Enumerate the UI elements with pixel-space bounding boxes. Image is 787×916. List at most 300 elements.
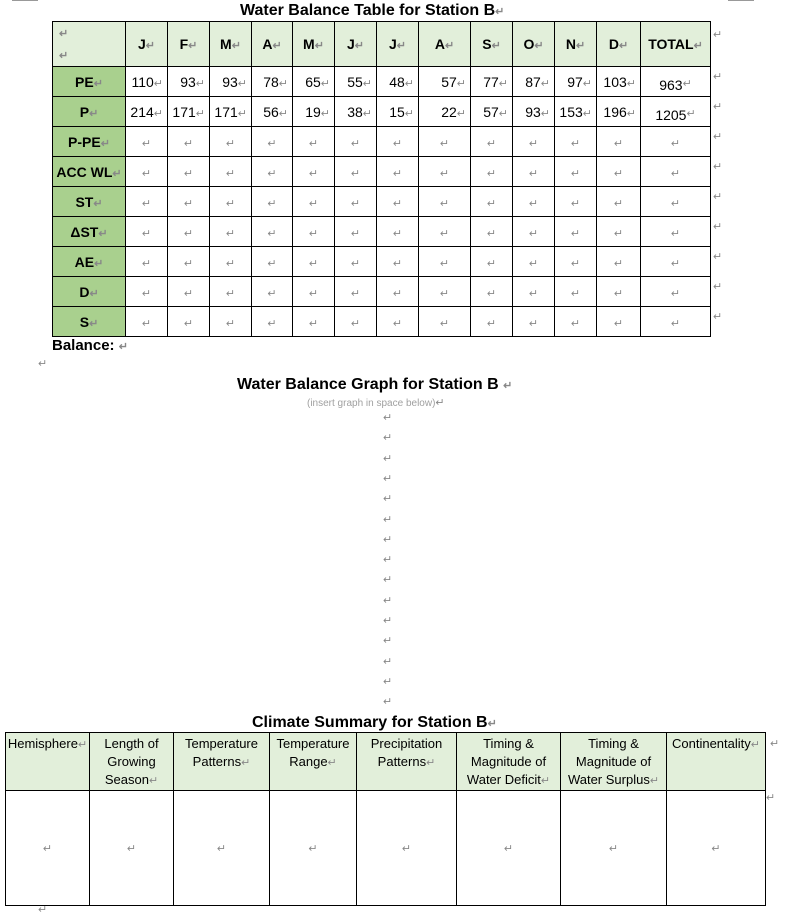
- paragraph-mark: ↵: [320, 107, 330, 120]
- table-cell[interactable]: [555, 247, 597, 277]
- table-row: [53, 247, 711, 277]
- paragraph-mark: ↵: [670, 227, 681, 240]
- table-cell[interactable]: [513, 157, 555, 187]
- paragraph-mark: ↵: [649, 775, 660, 787]
- paragraph-mark: ↵: [231, 40, 241, 52]
- table-cell[interactable]: [555, 127, 597, 157]
- table-cell[interactable]: [419, 307, 471, 337]
- total-cell[interactable]: [641, 307, 711, 337]
- table-cell[interactable]: [513, 67, 555, 97]
- summary-header-label: Temperature Range: [276, 736, 350, 769]
- paragraph-mark: ↵: [183, 287, 194, 300]
- paragraph-mark: ↵: [439, 227, 450, 240]
- month-header: [210, 22, 252, 67]
- summary-cell[interactable]: [90, 791, 174, 906]
- table-cell[interactable]: [126, 247, 168, 277]
- table-row: [53, 277, 711, 307]
- paragraph-mark: ↵: [350, 287, 361, 300]
- table-cell[interactable]: [252, 217, 293, 247]
- paragraph-mark: ↵: [711, 843, 721, 855]
- paragraph-mark: ↵: [383, 493, 393, 506]
- paragraph-mark: ↵: [183, 227, 194, 240]
- summary-cell[interactable]: [174, 791, 270, 906]
- paragraph-mark: ↵: [713, 101, 723, 113]
- month-label: F: [179, 36, 189, 52]
- paragraph-mark: ↵: [216, 843, 227, 855]
- paragraph-mark: ↵: [308, 257, 319, 270]
- table-cell[interactable]: [513, 217, 555, 247]
- table-cell[interactable]: [513, 277, 555, 307]
- paragraph-mark: ↵: [362, 77, 372, 90]
- table-cell[interactable]: [168, 97, 210, 127]
- table-cell[interactable]: [597, 157, 641, 187]
- table-cell[interactable]: [210, 307, 252, 337]
- paragraph-mark: ↵: [126, 843, 137, 855]
- paragraph-mark: ↵: [320, 77, 330, 90]
- table-cell[interactable]: [293, 157, 335, 187]
- row-header: [53, 127, 126, 157]
- top-rule-right: [728, 0, 754, 1]
- paragraph-mark: ↵: [570, 257, 581, 270]
- table-row: [53, 307, 711, 337]
- table-cell[interactable]: [293, 247, 335, 277]
- table-cell[interactable]: [293, 127, 335, 157]
- paragraph-mark: ↵: [77, 739, 88, 751]
- table-cell[interactable]: [471, 307, 513, 337]
- paragraph-mark: ↵: [766, 792, 776, 804]
- table-cell[interactable]: [168, 307, 210, 337]
- table-cell[interactable]: [168, 247, 210, 277]
- row-header: [53, 217, 126, 247]
- cell-value: 214: [130, 103, 154, 120]
- table-cell[interactable]: [168, 187, 210, 217]
- month-label: J: [137, 36, 146, 52]
- table-cell[interactable]: [597, 127, 641, 157]
- total-cell[interactable]: [641, 127, 711, 157]
- month-header: [126, 22, 168, 67]
- cell-value: 57: [441, 73, 457, 90]
- paragraph-mark: ↵: [267, 197, 277, 210]
- paragraph-mark: ↵: [486, 287, 497, 300]
- table-cell[interactable]: [555, 217, 597, 247]
- summary-cell[interactable]: [357, 791, 457, 906]
- paragraph-mark: ↵: [383, 472, 393, 485]
- table-cell[interactable]: [377, 67, 419, 97]
- table-cell[interactable]: [126, 217, 168, 247]
- paragraph-mark: ↵: [383, 615, 393, 627]
- table-cell[interactable]: [126, 127, 168, 157]
- total-cell[interactable]: [641, 157, 711, 187]
- table-cell[interactable]: [168, 157, 210, 187]
- paragraph-mark: ↵: [626, 77, 636, 90]
- table-cell[interactable]: [377, 157, 419, 187]
- table-cell[interactable]: [419, 217, 471, 247]
- table-cell[interactable]: [210, 247, 252, 277]
- month-header: [252, 22, 293, 67]
- table-cell[interactable]: [471, 97, 513, 127]
- table-cell[interactable]: [419, 97, 471, 127]
- table-cell[interactable]: [293, 277, 335, 307]
- table-cell[interactable]: [335, 277, 377, 307]
- paragraph-mark: ↵: [770, 738, 780, 750]
- paragraph-mark: ↵: [486, 227, 497, 240]
- table-cell[interactable]: [293, 307, 335, 337]
- summary-cell[interactable]: [457, 791, 561, 906]
- paragraph-mark: ↵: [570, 167, 581, 180]
- paragraph-mark: ↵: [383, 635, 393, 648]
- paragraph-mark: ↵: [383, 655, 393, 668]
- paragraph-mark: ↵: [613, 257, 624, 270]
- table-cell[interactable]: [168, 217, 210, 247]
- paragraph-mark: ↵: [570, 137, 581, 150]
- paragraph-mark: ↵: [439, 317, 450, 330]
- summary-header: [90, 733, 174, 791]
- graph-instruction: (insert graph in space below)↵: [307, 397, 445, 409]
- summary-cell[interactable]: [667, 791, 766, 906]
- table-cell[interactable]: [335, 247, 377, 277]
- table-cell[interactable]: [126, 187, 168, 217]
- cell-value: 171: [214, 103, 238, 120]
- row-label: S: [79, 313, 90, 330]
- cell-value: 65: [305, 73, 321, 90]
- table-cell[interactable]: [210, 217, 252, 247]
- cell-value: 78: [263, 73, 279, 90]
- table-cell[interactable]: [210, 67, 252, 97]
- paragraph-mark: ↵: [570, 317, 581, 330]
- row-label: ACC WL: [56, 163, 113, 180]
- table-cell[interactable]: [335, 307, 377, 337]
- paragraph-mark: ↵: [183, 167, 194, 180]
- table-cell[interactable]: [597, 277, 641, 307]
- paragraph-mark: ↵: [613, 197, 624, 210]
- paragraph-mark: ↵: [141, 137, 152, 150]
- paragraph-mark: ↵: [713, 29, 723, 41]
- table-cell[interactable]: [252, 67, 293, 97]
- paragraph-mark: ↵: [314, 40, 324, 52]
- summary-header: [6, 733, 90, 791]
- paragraph-mark: ↵: [383, 675, 393, 688]
- paragraph-mark: ↵: [528, 137, 539, 150]
- paragraph-mark: ↵: [618, 40, 629, 52]
- paragraph-mark: ↵: [350, 317, 361, 330]
- paragraph-mark: ↵: [225, 167, 236, 180]
- paragraph-mark: ↵: [93, 197, 103, 210]
- paragraph-mark: ↵: [241, 757, 251, 769]
- paragraph-mark: ↵: [327, 757, 337, 769]
- paragraph-mark: ↵: [528, 287, 539, 300]
- table-cell[interactable]: [597, 247, 641, 277]
- paragraph-mark: ↵: [404, 77, 414, 90]
- table-cell[interactable]: [335, 217, 377, 247]
- paragraph-mark: ↵: [392, 287, 403, 300]
- table-cell[interactable]: [335, 97, 377, 127]
- table-cell[interactable]: [513, 187, 555, 217]
- paragraph-mark: ↵: [626, 107, 636, 120]
- paragraph-mark: ↵: [278, 77, 288, 90]
- summary-header-label: Timing & Magnitude of Water Surplus: [567, 736, 652, 787]
- table-cell[interactable]: [377, 217, 419, 247]
- table-cell[interactable]: [555, 97, 597, 127]
- table-cell[interactable]: [513, 97, 555, 127]
- row-label: P-PE: [68, 133, 101, 150]
- table-cell[interactable]: [555, 187, 597, 217]
- paragraph-mark: ↵: [89, 107, 99, 120]
- table-cell[interactable]: [168, 67, 210, 97]
- table-cell[interactable]: [597, 97, 641, 127]
- summary-cell[interactable]: [6, 791, 90, 906]
- paragraph-mark: ↵: [392, 137, 403, 150]
- paragraph-mark: ↵: [528, 257, 539, 270]
- paragraph-mark: ↵: [94, 257, 104, 270]
- paragraph-mark: ↵: [540, 775, 551, 787]
- paragraph-mark: ↵: [383, 432, 393, 445]
- table-cell[interactable]: [335, 157, 377, 187]
- row-header: [53, 277, 126, 307]
- summary-header: [561, 733, 667, 791]
- paragraph-mark: ↵: [225, 227, 236, 240]
- paragraph-mark: ↵: [439, 287, 450, 300]
- month-header: [293, 22, 335, 67]
- table-cell[interactable]: [293, 67, 335, 97]
- table-cell[interactable]: [555, 157, 597, 187]
- table-cell[interactable]: [377, 277, 419, 307]
- table-cell[interactable]: [513, 247, 555, 277]
- paragraph-mark: ↵: [350, 137, 361, 150]
- table-cell[interactable]: [210, 127, 252, 157]
- paragraph-mark: ↵: [354, 40, 364, 52]
- summary-header-label: Temperature Patterns: [185, 736, 258, 769]
- table-cell[interactable]: [335, 127, 377, 157]
- table-cell[interactable]: [555, 307, 597, 337]
- total-cell[interactable]: [641, 217, 711, 247]
- paragraph-mark: ↵: [272, 40, 282, 52]
- paragraph-mark: ↵: [613, 227, 624, 240]
- table-cell[interactable]: [252, 187, 293, 217]
- table-cell[interactable]: [471, 217, 513, 247]
- table-cell[interactable]: [210, 97, 252, 127]
- paragraph-mark: ↵: [383, 696, 393, 709]
- table-cell[interactable]: [210, 157, 252, 187]
- summary-cell[interactable]: [270, 791, 357, 906]
- table-cell[interactable]: [126, 157, 168, 187]
- table-cell[interactable]: [210, 187, 252, 217]
- paragraph-mark: ↵: [693, 40, 703, 52]
- summary-header: [357, 733, 457, 791]
- paragraph-mark: ↵: [308, 227, 319, 240]
- table-cell[interactable]: [555, 277, 597, 307]
- table-cell[interactable]: [419, 67, 471, 97]
- month-label: O: [523, 36, 535, 52]
- month-label: D: [608, 36, 619, 52]
- table-cell[interactable]: [597, 307, 641, 337]
- total-header: [641, 22, 711, 67]
- row-label: ST: [75, 193, 94, 210]
- table-cell[interactable]: [555, 67, 597, 97]
- paragraph-mark: ↵: [225, 317, 236, 330]
- table-cell[interactable]: [471, 247, 513, 277]
- row-label: P: [79, 103, 90, 120]
- table-cell[interactable]: [126, 307, 168, 337]
- table-cell[interactable]: [126, 67, 168, 97]
- cell-value: 196: [603, 103, 627, 120]
- paragraph-mark: ↵: [308, 843, 318, 855]
- table-cell[interactable]: [513, 127, 555, 157]
- paragraph-mark: ↵: [225, 137, 236, 150]
- table-cell[interactable]: [471, 157, 513, 187]
- summary-header: [667, 733, 766, 791]
- paragraph-mark: ↵: [38, 904, 48, 916]
- paragraph-mark: ↵: [528, 197, 539, 210]
- paragraph-mark: ↵: [486, 257, 497, 270]
- cell-value: 153: [559, 103, 583, 120]
- cell-value: 15: [389, 103, 405, 120]
- table-row: [53, 67, 711, 97]
- paragraph-mark: ↵: [112, 167, 122, 180]
- paragraph-mark: ↵: [486, 137, 497, 150]
- row-label: AE: [74, 253, 95, 270]
- table-cell[interactable]: [252, 247, 293, 277]
- paragraph-mark: ↵: [141, 197, 152, 210]
- summary-entry-row: [6, 791, 766, 906]
- row-header: [53, 67, 126, 97]
- table-cell[interactable]: [419, 247, 471, 277]
- month-header: [471, 22, 513, 67]
- paragraph-mark: ↵: [498, 107, 508, 120]
- table-cell[interactable]: [252, 157, 293, 187]
- table-cell[interactable]: [471, 67, 513, 97]
- paragraph-mark: ↵: [145, 40, 155, 52]
- paragraph-mark: ↵: [350, 167, 361, 180]
- table-cell[interactable]: [471, 127, 513, 157]
- month-header: [419, 22, 471, 67]
- table-cell[interactable]: [168, 127, 210, 157]
- table-cell[interactable]: [252, 127, 293, 157]
- table-cell[interactable]: [293, 217, 335, 247]
- table-cell[interactable]: [377, 247, 419, 277]
- paragraph-mark: ↵: [613, 167, 624, 180]
- total-cell[interactable]: [641, 277, 711, 307]
- paragraph-mark: ↵: [38, 358, 48, 370]
- paragraph-mark: ↵: [534, 40, 544, 52]
- table-cell[interactable]: [377, 97, 419, 127]
- summary-header-label: Continentality: [672, 736, 751, 751]
- table-cell[interactable]: [252, 277, 293, 307]
- paragraph-mark: ↵: [570, 197, 581, 210]
- paragraph-mark: ↵: [98, 227, 108, 240]
- month-header: [377, 22, 419, 67]
- paragraph-mark: ↵: [308, 197, 319, 210]
- water-balance-table: [52, 21, 711, 337]
- table-cell[interactable]: [419, 127, 471, 157]
- cell-value: 93: [222, 73, 238, 90]
- paragraph-mark: ↵: [486, 317, 497, 330]
- table-cell[interactable]: [335, 67, 377, 97]
- table-cell[interactable]: [471, 277, 513, 307]
- paragraph-mark: ↵: [392, 197, 403, 210]
- paragraph-mark: ↵: [383, 452, 393, 465]
- paragraph-mark: ↵: [528, 167, 539, 180]
- table-cell[interactable]: [597, 187, 641, 217]
- paragraph-mark: ↵: [392, 227, 403, 240]
- cell-value: 93: [525, 103, 541, 120]
- paragraph-mark: ↵: [93, 77, 103, 90]
- paragraph-mark: ↵: [267, 287, 277, 300]
- paragraph-mark: ↵: [362, 107, 372, 120]
- row-header: [53, 187, 126, 217]
- paragraph-mark: ↵: [237, 77, 247, 90]
- month-label: M: [220, 36, 232, 52]
- paragraph-mark: ↵: [183, 317, 194, 330]
- paragraph-mark: ↵: [350, 257, 361, 270]
- table-cell[interactable]: [419, 277, 471, 307]
- cell-value: 55: [347, 73, 363, 90]
- total-cell[interactable]: [641, 187, 711, 217]
- cell-value: 97: [567, 73, 583, 90]
- paragraph-mark: ↵: [278, 107, 288, 120]
- table-header-row: [53, 22, 711, 67]
- table-cell[interactable]: [377, 307, 419, 337]
- total-value: 963: [659, 76, 683, 93]
- paragraph-mark: ↵: [426, 757, 436, 769]
- paragraph-mark: ↵: [713, 281, 723, 293]
- table-row: [53, 157, 711, 187]
- paragraph-mark: ↵: [392, 317, 403, 330]
- summary-cell[interactable]: [561, 791, 667, 906]
- summary-header: [270, 733, 357, 791]
- total-cell[interactable]: [641, 67, 711, 97]
- cell-value: 22: [441, 103, 457, 120]
- paragraph-mark: ↵: [267, 227, 277, 240]
- table-cell[interactable]: [471, 187, 513, 217]
- total-cell[interactable]: [641, 97, 711, 127]
- total-cell[interactable]: [641, 247, 711, 277]
- paragraph-mark: ↵: [383, 594, 393, 607]
- paragraph-mark: ↵: [237, 107, 247, 120]
- paragraph-mark: ↵: [350, 197, 361, 210]
- cell-value: 87: [525, 73, 541, 90]
- table-cell[interactable]: [597, 217, 641, 247]
- month-label: N: [565, 36, 576, 52]
- corner-cell: ↵ ↵: [53, 22, 126, 67]
- table-cell[interactable]: [252, 97, 293, 127]
- cell-value: 57: [483, 103, 499, 120]
- month-header: [513, 22, 555, 67]
- paragraph-mark: ↵: [670, 317, 681, 330]
- table-cell[interactable]: [210, 277, 252, 307]
- table-cell[interactable]: [252, 307, 293, 337]
- table-cell[interactable]: [293, 97, 335, 127]
- table-cell[interactable]: [293, 187, 335, 217]
- summary-header-label: Precipitation Patterns: [370, 736, 443, 769]
- paragraph-mark: ↵: [308, 167, 319, 180]
- table-cell[interactable]: [419, 157, 471, 187]
- climate-summary-table: [5, 732, 766, 906]
- paragraph-mark: ↵: [456, 107, 466, 120]
- paragraph-mark: ↵: [267, 167, 277, 180]
- table-cell[interactable]: [126, 277, 168, 307]
- table-cell[interactable]: [377, 187, 419, 217]
- table-cell[interactable]: [513, 307, 555, 337]
- table-cell[interactable]: [377, 127, 419, 157]
- paragraph-mark: ↵: [613, 317, 624, 330]
- table-cell[interactable]: [126, 97, 168, 127]
- month-label: A: [434, 36, 445, 52]
- table-cell[interactable]: [168, 277, 210, 307]
- table-cell[interactable]: [419, 187, 471, 217]
- paragraph-mark: ↵: [713, 161, 723, 173]
- table-cell[interactable]: [597, 67, 641, 97]
- table-cell[interactable]: [335, 187, 377, 217]
